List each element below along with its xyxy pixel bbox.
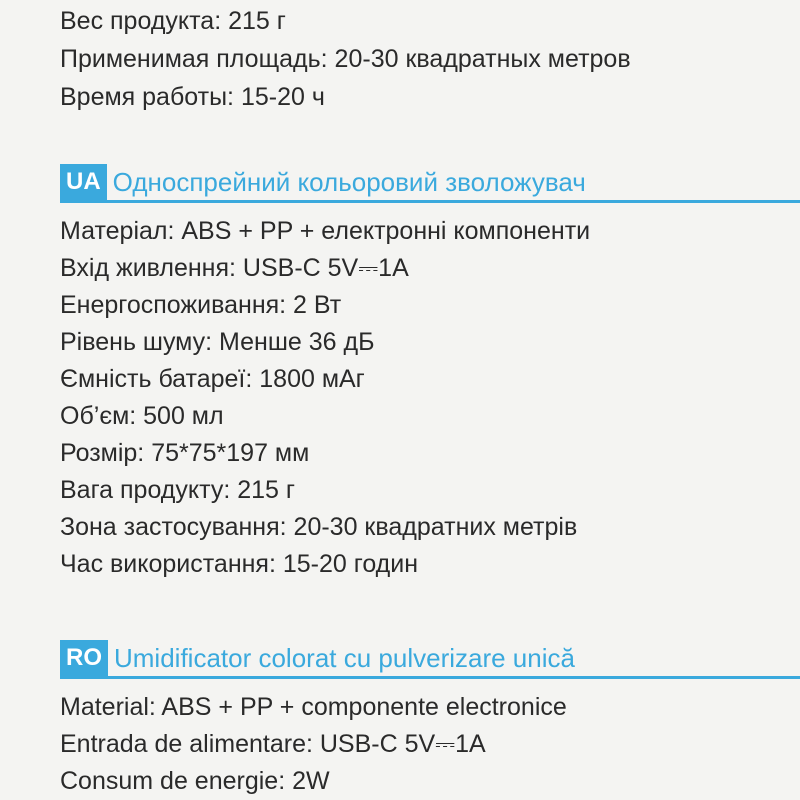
ua-language-badge: UA	[60, 164, 107, 200]
ua-spec-line: Матеріал: ABS + PP + електронні компоненти	[60, 217, 591, 245]
ua-spec-line: Час використання: 15-20 годин	[60, 550, 419, 578]
ro-spec-line: Material: ABS + PP + componente electronice	[60, 693, 567, 721]
ua-section-divider	[60, 200, 800, 203]
ro-section-title: Umidificator colorat cu pulverizare unică	[114, 642, 575, 673]
ro-language-badge: RO	[60, 640, 108, 676]
ua-spec-line: Рівень шуму: Менше 36 дБ	[60, 328, 375, 356]
ua-spec-line: Енергоспоживання: 2 Вт	[60, 291, 342, 319]
ua-section-title: Односпрейний кольоровий зволожувач	[112, 166, 586, 197]
ro-section-header	[60, 640, 575, 676]
ua-section-header	[60, 164, 586, 200]
ro-section-divider	[60, 676, 800, 679]
ru-spec-line: Применимая площадь: 20-30 квадратных метров	[60, 45, 631, 73]
ua-spec-line: Розмір: 75*75*197 мм	[60, 439, 310, 467]
ru-spec-line: Время работы: 15-20 ч	[60, 83, 325, 111]
ua-spec-line: Об’єм: 500 мл	[60, 402, 224, 430]
ua-spec-line: Ємність батареї: 1800 мАг	[60, 365, 365, 393]
ua-spec-line: Вага продукту: 215 г	[60, 476, 295, 504]
ua-spec-line: Зона застосування: 20-30 квадратних метрів	[60, 513, 578, 541]
ua-spec-line: Вхід живлення: USB-C 5V⎓1A	[60, 254, 409, 282]
ro-spec-line: Consum de energie: 2W	[60, 767, 330, 795]
ru-spec-line: Вес продукта: 215 г	[60, 7, 286, 35]
ro-spec-line: Entrada de alimentare: USB-C 5V⎓1A	[60, 730, 486, 758]
